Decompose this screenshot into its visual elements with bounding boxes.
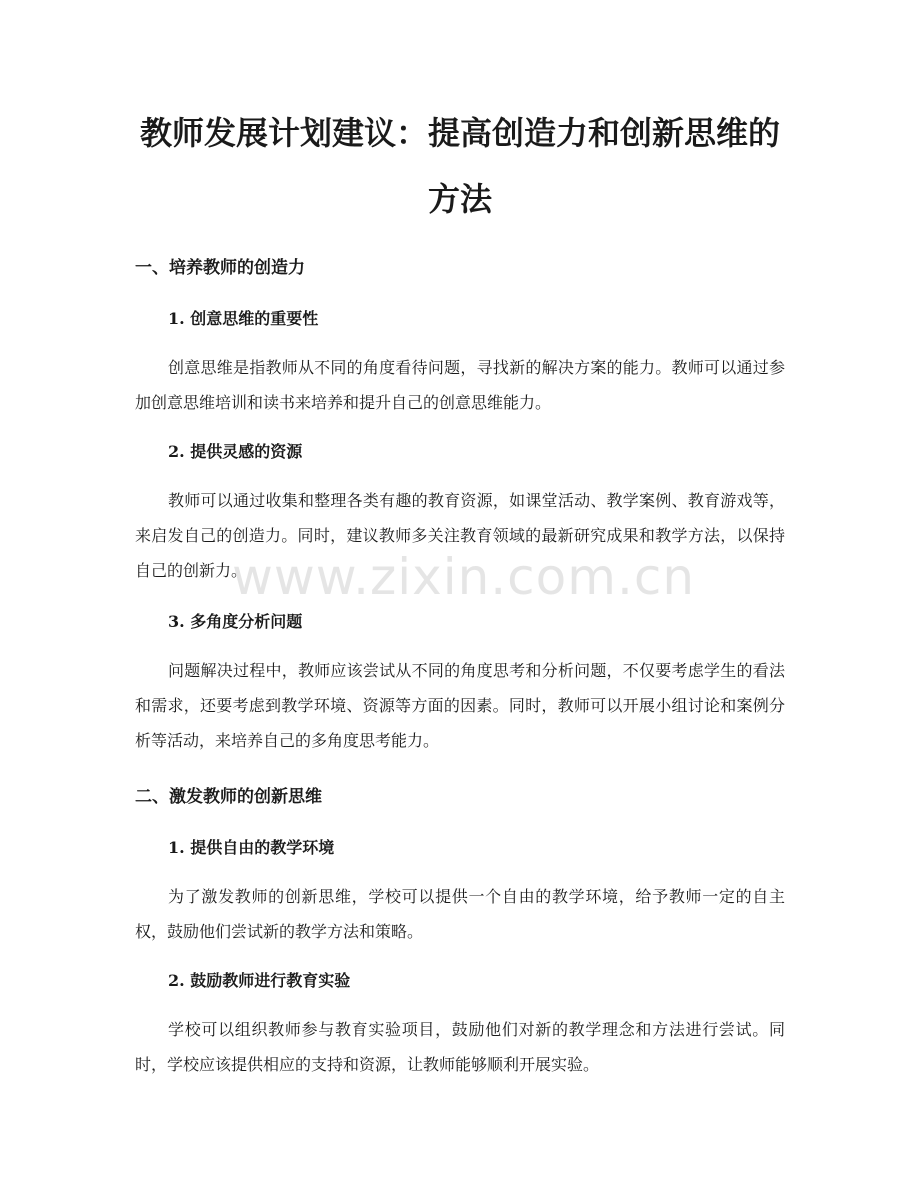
paragraph-1-1: 创意思维是指教师从不同的角度看待问题，寻找新的解决方案的能力。教师可以通过参加创意思维培训和读书来培养和提升自己的创意思维能力。: [135, 358, 785, 412]
subheading-2-2: 2. 鼓励教师进行教育实验: [168, 971, 351, 990]
subheading-2-1: 1. 提供自由的教学环境: [168, 838, 335, 857]
section-heading-2: 二、激发教师的创新思维: [135, 787, 322, 807]
document-title: 教师发展计划建议：提高创造力和创新思维的方法: [139, 114, 780, 218]
subheading-1-1: 1. 创意思维的重要性: [168, 309, 319, 328]
paragraph-2-2: 学校可以组织教师参与教育实验项目，鼓励他们对新的教学理念和方法进行尝试。同时，学校应该提供相应的支持和资源，让教师能够顺利开展实验。: [135, 1020, 785, 1074]
subheading-1-3: 3. 多角度分析问题: [168, 612, 303, 631]
watermark: www.zixin.com.cn: [232, 548, 696, 606]
paragraph-1-2: 教师可以通过收集和整理各类有趣的教育资源，如课堂活动、教学案例、教育游戏等，来启发自己的创造力。同时，建议教师多关注教育领域的最新研究成果和教学方法，以保持自己的创新力。: [135, 491, 785, 580]
subheading-1-2: 2. 提供灵感的资源: [168, 442, 303, 461]
paragraph-2-1: 为了激发教师的创新思维，学校可以提供一个自由的教学环境，给予教师一定的自主权，鼓励他们尝试新的教学方法和策略。: [135, 887, 785, 941]
section-heading-1: 一、培养教师的创造力: [135, 258, 305, 278]
paragraph-1-3: 问题解决过程中，教师应该尝试从不同的角度思考和分析问题，不仅要考虑学生的看法和需求，还要考虑到教学环境、资源等方面的因素。同时，教师可以开展小组讨论和案例分析等活动，来培养自己的多角度思考能力。: [135, 661, 785, 750]
